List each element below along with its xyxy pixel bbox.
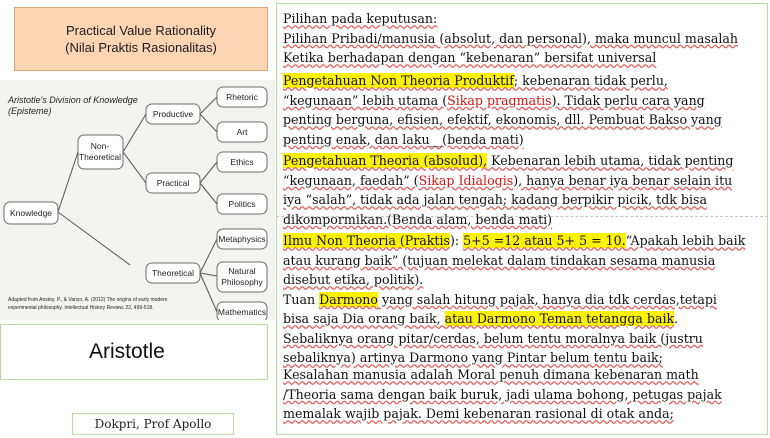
paragraph-non-theoria (283, 71, 763, 149)
aristotle-label: Aristotle (0, 324, 268, 380)
p3-text-2: “kegunaan, faedah” ( (283, 172, 419, 188)
knowledge-diagram (0, 80, 275, 320)
citation-line-2: experimental philosophy. Intellectual History Review, 22, 499-518. (8, 305, 154, 311)
label-knowledge: Knowledge (9, 208, 53, 218)
p2-text-3: ). Tidak perlu cara yang (551, 92, 705, 108)
knowledge-tree (0, 80, 275, 320)
p4-text-3: atau kurang baik” (tujuan melekat dalam tindakan sesama manusia (283, 252, 716, 268)
p4-text-2: “Apakah lebih baik (625, 233, 746, 248)
p4-text-7: bisa saja Dia orang baik, (283, 311, 445, 326)
credit-label: Dokpri, Prof Apollo (72, 413, 234, 435)
paragraph-conclusion (283, 365, 763, 424)
title-box (14, 7, 268, 71)
label-mathematics: Mathematics (217, 307, 267, 317)
p3-highlight: Pengetahuan Theoria (absolud), (283, 153, 488, 168)
p3-text-5: dikompormikan.(Benda alam, benda mati) (283, 211, 553, 227)
title-line-2: (Nilai Praktis Rasionalitas) (65, 40, 217, 55)
label-ethics: Ethics (230, 157, 254, 167)
p4-highlight-3: Darmono (319, 291, 378, 307)
paragraph-praktis (283, 231, 763, 368)
label-non: Non- (90, 141, 110, 151)
label-natural: Natural (228, 266, 256, 276)
diagram-heading: Aristotle's Division of Knowledge (8, 95, 138, 105)
p2-highlight: Pengetahuan Non Theoria Produktif (283, 73, 514, 88)
p4-text-6: yang salah hitung pajak, hanya dia tdk cerdas,tetapi (377, 291, 717, 307)
p4-text-5: Tuan (283, 291, 320, 307)
label-rhetoric: Rhetoric (226, 92, 258, 102)
p4-text-10: sebaliknya) artinya Darmono yang Pintar belum tentu baik; (283, 350, 663, 365)
p3-text-1: Kebenaran lebih utama, tidak penting (487, 153, 734, 168)
paragraph-choice (283, 9, 763, 68)
p2-red: Sikap pragmatis (447, 92, 552, 108)
label-practical: Practical (156, 178, 190, 188)
p4-text-4: disebut etika, politik). (283, 272, 424, 287)
p4-text-9: Sebaliknya orang pitar/cerdas, belum tentu moralnya baik (justru (283, 330, 703, 346)
p3-text-3: ), hanya benar iya benar selain itu (513, 172, 733, 188)
p5-line-3: memalak wajib pajak. Demi kebenaran rasional di otak anda; (283, 406, 674, 421)
p2-text-1: ; kebenaran tidak perlu, (513, 73, 668, 88)
p1-line-2: Pilihan Pribadi/manusia (absolut, dan personal), maka muncul masalah (283, 30, 738, 46)
label-politics: Politics (228, 199, 256, 209)
label-metaphysics: Metaphysics (218, 234, 266, 244)
p5-line-2: /Theoria sama dengan baik buruk, jadi ulama bohong, petugas pajak (283, 386, 722, 402)
title-line-1: Practical Value Rationality (65, 23, 217, 38)
p5-line-1: Kesalahan manusia adalah Moral penuh dimana kebenaran math (283, 367, 699, 382)
label-art: Art (236, 127, 248, 137)
p4-highlight-1: Ilmu Non Theoria (Praktis (283, 233, 450, 248)
p3-red: Sikap Idialogis (418, 172, 514, 188)
label-theoretical: Theoretical (151, 268, 195, 278)
p4-highlight-2: 5+5 =12 atau 5+ 5 = 10. (463, 233, 626, 248)
label-theoretical-suffix: Theoretical (78, 152, 122, 162)
p2-text-2: “kegunaan” lebih utama ( (283, 92, 448, 108)
paragraph-theoria (283, 151, 763, 229)
label-philosophy: Philosophy (221, 277, 263, 287)
p2-text-4: penting berguna, efisien, efektif, ekonomis, dll. Pembuat Bakso yang (283, 112, 722, 127)
diagram-subheading: (Episteme) (8, 106, 52, 116)
p4-text-1: ): (449, 233, 464, 248)
p1-line-1: Pilihan pada keputusan: (283, 11, 438, 26)
p4-text-8: . (674, 311, 679, 326)
label-productive: Productive (152, 109, 194, 119)
p4-highlight-4: atau Darmono Teman tetangga baik (444, 311, 675, 326)
citation-line-1: Adapted from Anstey, P., & Vanzo, A. (2012) The origins of early modern (8, 297, 168, 303)
p3-text-4: iya “salah”, tidak ada jalan tengah; kadang berpikir picik, tdk bisa (283, 192, 707, 207)
p2-text-5: penting enak, dan laku__(benda mati) (283, 131, 524, 147)
p1-line-3: Ketika berhadapan dengan “kebenaran” bersifat universal (283, 50, 657, 65)
